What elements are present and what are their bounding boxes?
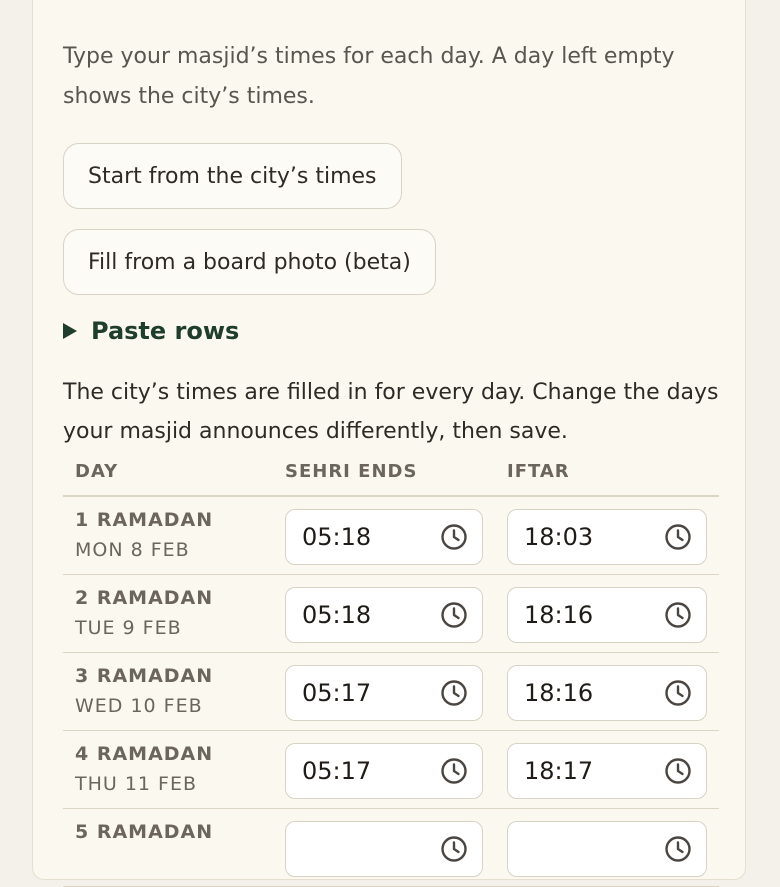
gregorian-date: THU 11 FEB: [75, 773, 198, 795]
gregorian-date: WED 10 FEB: [75, 695, 203, 717]
table-header: [63, 461, 719, 497]
city-times-note: The city’s times are filled in for every day. Change the days your masjid announces differently, then save.: [63, 380, 719, 444]
clock-icon[interactable]: [664, 757, 692, 785]
clock-icon[interactable]: [664, 835, 692, 863]
sehri-time-input[interactable]: [285, 743, 483, 799]
sehri-time-input[interactable]: [285, 587, 483, 643]
sehri-time-value: 05:18: [302, 523, 372, 551]
iftar-time-input[interactable]: [507, 509, 707, 565]
fill-from-photo-button[interactable]: Fill from a board photo (beta): [63, 229, 436, 295]
iftar-time-value: 18:16: [524, 601, 594, 629]
iftar-column-header: IFTAR: [507, 461, 570, 482]
clock-icon[interactable]: [664, 523, 692, 551]
sehri-time-value: 05:17: [302, 679, 372, 707]
sehri-column-header: SEHRI ENDS: [285, 461, 418, 482]
table-row: [63, 809, 719, 887]
iftar-time-input[interactable]: [507, 743, 707, 799]
paste-rows-toggle[interactable]: [63, 317, 239, 345]
gregorian-date: TUE 9 FEB: [75, 617, 182, 639]
iftar-time-input[interactable]: [507, 665, 707, 721]
sehri-time-input[interactable]: [285, 821, 483, 877]
clock-icon[interactable]: [440, 835, 468, 863]
sehri-time-input[interactable]: [285, 665, 483, 721]
iftar-time-value: 18:03: [524, 523, 594, 551]
hijri-date: 3 RAMADAN: [75, 665, 214, 687]
table-row: [63, 575, 719, 653]
clock-icon[interactable]: [440, 523, 468, 551]
hijri-date: 1 RAMADAN: [75, 509, 214, 531]
hijri-date: 5 RAMADAN: [75, 821, 214, 843]
table-row: [63, 497, 719, 575]
iftar-time-input[interactable]: [507, 587, 707, 643]
paste-rows-label: Paste rows: [91, 317, 240, 345]
disclosure-triangle-icon: [63, 323, 77, 339]
iftar-time-input[interactable]: [507, 821, 707, 877]
sehri-time-input[interactable]: [285, 509, 483, 565]
clock-icon[interactable]: [440, 679, 468, 707]
iftar-time-value: 18:17: [524, 757, 594, 785]
day-column-header: DAY: [75, 461, 119, 482]
gregorian-date: MON 8 FEB: [75, 539, 190, 561]
intro-text: Type your masjid’s times for each day. A day left empty shows the city’s times.: [63, 44, 675, 109]
sehri-time-value: 05:17: [302, 757, 372, 785]
clock-icon[interactable]: [440, 601, 468, 629]
table-row: [63, 731, 719, 809]
times-card: [32, 0, 746, 880]
iftar-time-value: 18:16: [524, 679, 594, 707]
clock-icon[interactable]: [664, 601, 692, 629]
hijri-date: 4 RAMADAN: [75, 743, 214, 765]
clock-icon[interactable]: [440, 757, 468, 785]
hijri-date: 2 RAMADAN: [75, 587, 214, 609]
clock-icon[interactable]: [664, 679, 692, 707]
sehri-time-value: 05:18: [302, 601, 372, 629]
table-row: [63, 653, 719, 731]
start-from-city-button[interactable]: Start from the city’s times: [63, 143, 402, 209]
